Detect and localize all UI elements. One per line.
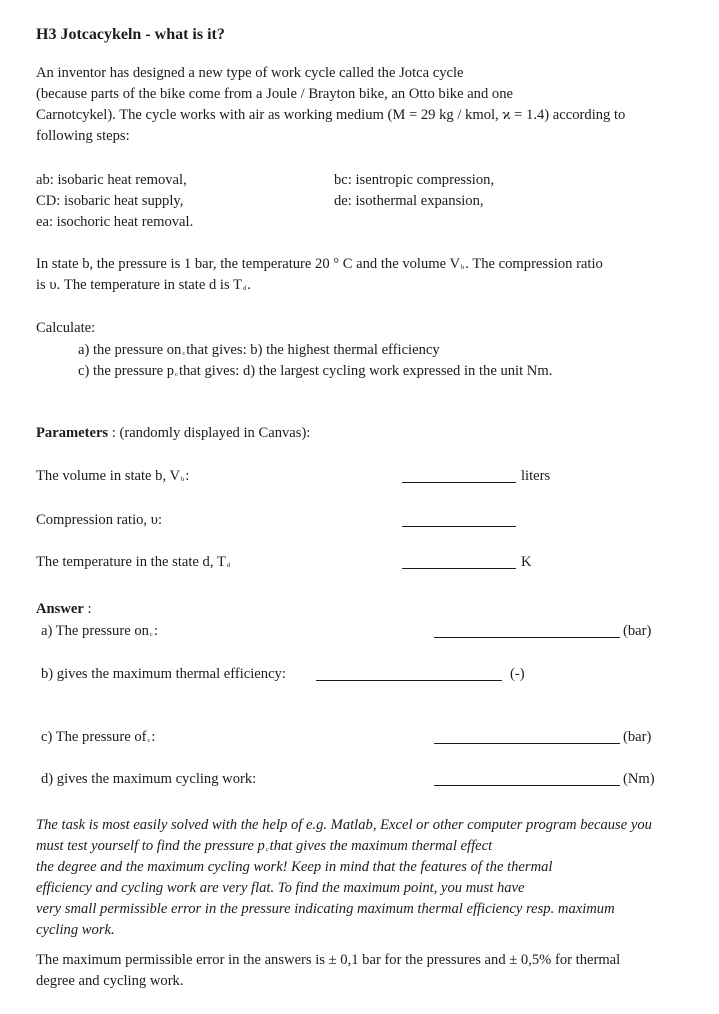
calc-c-post: that gives: d) the largest cycling work expressed in the unit Nm. [178,363,553,379]
state-sub-b: b [461,264,465,271]
step-ab: ab: isobaric heat removal, [36,172,187,188]
page-title: H3 Jotcacykeln - what is it? [36,26,225,43]
note-line-1: The task is most easily solved with the help of e.g. Matlab, Excel or other computer program because you [36,817,652,833]
answer-c-unit: (bar) [623,729,652,745]
answer-c-text: c) The pressure of [41,729,147,745]
answer-a-unit: (bar) [623,623,652,639]
calculate-item-c [78,361,552,384]
intro-line-1: An inventor has designed a new type of work cycle called the Jotca cycle [36,65,464,81]
state-text-b: . The compression ratio [465,256,603,272]
intro-line-2: (because parts of the bike come from a Joule / Brayton bike, an Otto bike and one [36,86,513,102]
answer-a-colon: : [153,623,158,639]
answer-d-input-line[interactable] [434,771,620,786]
step-cd: CD: isobaric heat supply, [36,193,184,209]
calculate-heading: Calculate: [36,320,96,336]
volume-input-line[interactable] [402,468,516,483]
ratio-input-line[interactable] [402,512,516,527]
note-line-2-text-a: must test yourself to find the pressure p [36,838,265,854]
parameters-heading [36,423,310,444]
state-text-a: In state b, the pressure is 1 bar, the temperature 20 ° C and the volume V [36,256,461,272]
param-temp-label [36,552,231,575]
calc-c-pre: c) the pressure p [78,363,175,379]
answer-d-label: d) gives the maximum cycling work: [41,771,257,787]
param-ratio-label: Compression ratio, υ: [36,512,162,528]
calc-a-post: that gives: b) the highest thermal efficiency [186,342,440,358]
volume-label-text: The volume in state b, V [36,468,181,484]
answer-c-input-line[interactable] [434,729,620,744]
volume-colon: : [185,468,190,484]
state-line-1 [36,254,603,277]
parameters-heading-rest: : (randomly displayed in Canvas): [108,425,311,441]
state-sub-d: d [242,285,247,292]
answer-heading-colon: : [83,601,92,617]
state-line-2 [36,275,251,298]
calculate-item-a [78,340,440,363]
state-text-d: . [247,277,251,293]
note-line-5: very small permissible error in the pressure indicating maximum thermal efficiency resp. maximum [36,901,615,917]
answer-heading [36,599,92,620]
error-line-2: degree and cycling work. [36,973,184,989]
note-line-3: the degree and the maximum cycling work! Keep in mind that the features of the thermal [36,859,553,875]
answer-a-sub: c [149,631,153,638]
intro-line-3: Carnotcykel). The cycle works with air as working medium (M = 29 kg / kmol, ϰ = 1.4) according to [36,107,626,123]
temp-unit: K [521,554,532,570]
note-line-2 [36,836,492,859]
error-line-1: The maximum permissible error in the answers is ± 0,1 bar for the pressures and ± 0,5% for thermal [36,952,621,968]
param-volume-label [36,466,189,489]
answer-a-input-line[interactable] [434,623,620,638]
note-line-2-text-b: that gives the maximum thermal effect [269,838,493,854]
temp-input-line[interactable] [402,554,516,569]
answer-b-input-line[interactable] [316,666,502,681]
answer-c-sub: c [147,737,151,744]
step-ea: ea: isochoric heat removal. [36,214,194,230]
state-text-c: is υ. The temperature in state d is T [36,277,242,293]
calc-a-sub: c [182,350,186,357]
intro-line-4: following steps: [36,128,130,144]
answer-a-label [41,621,158,644]
answer-c-label [41,727,155,750]
answer-a-text: a) The pressure on [41,623,149,639]
answer-heading-bold: Answer [36,601,84,617]
step-bc: bc: isentropic compression, [334,172,495,188]
calc-c-sub: c [175,371,178,378]
parameters-heading-bold: Parameters [36,425,109,441]
answer-b-unit: (-) [510,666,525,682]
answer-b-label: b) gives the maximum thermal efficiency: [41,666,286,682]
note-line-4: efficiency and cycling work are very flat. To find the maximum point, you must have [36,880,525,896]
note-line-2-sub: c [265,846,269,853]
step-de: de: isothermal expansion, [334,193,484,209]
note-line-6: cycling work. [36,922,115,938]
volume-sub: b [181,476,185,483]
answer-c-colon: : [151,729,156,745]
temp-label-text: The temperature in the state d, T [36,554,226,570]
answer-d-unit: (Nm) [623,771,655,787]
temp-sub: d [226,562,231,569]
calc-a-pre: a) the pressure on [78,342,182,358]
volume-unit: liters [521,468,551,484]
